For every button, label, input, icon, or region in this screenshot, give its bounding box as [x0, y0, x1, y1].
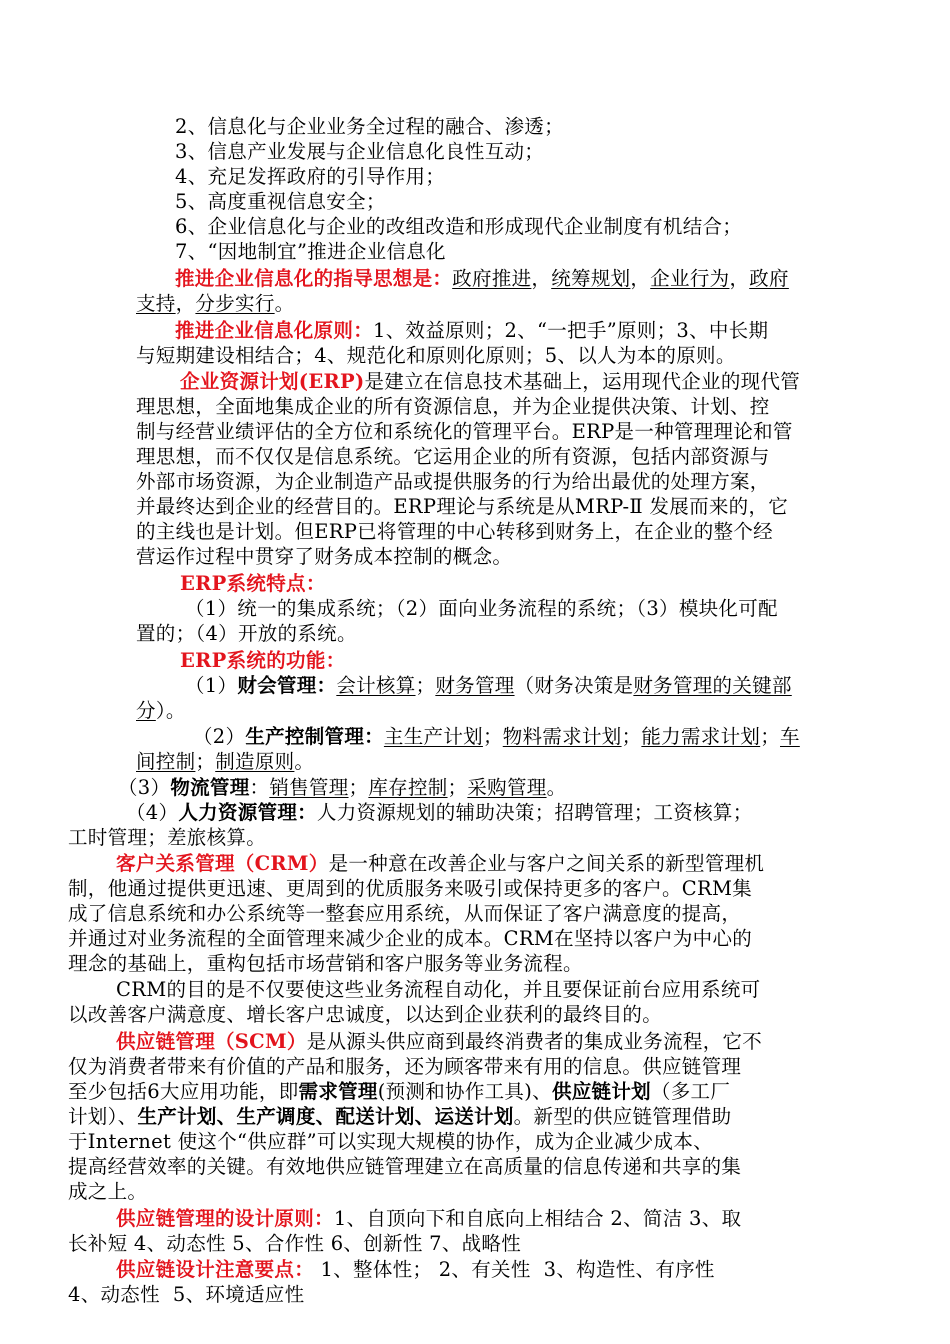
erp-line-7: 的主线也是计划。但ERP已将管理的中心转移到财务上，在企业的整个经: [136, 520, 773, 543]
separator: ，: [729, 267, 750, 290]
guiding-title: 推进企业信息化的指导思想是：: [175, 267, 453, 290]
guiding-item: 政府: [749, 267, 789, 290]
crm-goal-line-2: 以改善客户满意度、增长客户忠诚度，以达到企业获利的最终目的。: [68, 1003, 663, 1026]
separator: ，: [630, 267, 651, 290]
item-number: （1）: [185, 674, 238, 697]
function-item: 财务管理的关键部: [633, 674, 792, 697]
erp-line-1: [180, 369, 800, 394]
scm-text: 至少包括6大应用功能，即: [68, 1080, 299, 1103]
scm-title: 供应链管理（SCM）: [116, 1030, 307, 1053]
crm-line-5: 理念的基础上，重构包括市场营销和客户服务等业务流程。: [68, 952, 583, 975]
erp-features-line-2: 置的；（4）开放的系统。: [136, 622, 357, 645]
function-item: 销售管理: [269, 776, 349, 799]
erp-line-2: 理思想，全面地集成企业的所有资源信息，并为企业提供决策、计划、控: [136, 395, 770, 418]
erp-line-6: 并最终达到企业的经营目的。ERP理论与系统是从MRP-Ⅱ 发展而来的，它: [136, 495, 789, 518]
principles-line-2: 与短期建设相结合；4、规范化和原则化原则；5、以人为本的原则。: [136, 344, 736, 367]
separator: ；: [415, 674, 436, 697]
function-2-line-2: [136, 749, 314, 774]
item-number: （2）: [193, 725, 246, 748]
guiding-item: 统筹规划: [551, 267, 631, 290]
erp-line-3: 制与经营业绩评估的全方位和系统化的管理平台。ERP是一种管理理论和管: [136, 420, 793, 443]
scm-notes-title: 供应链设计注意要点：: [116, 1258, 315, 1281]
list-item-6: 6、企业信息化与企业的改组改造和形成现代企业制度有机结合；: [175, 215, 743, 238]
item-number: （4）: [126, 801, 179, 824]
scm-design-line-2: 长补短 4、动态性 5、合作性 6、创新性 7、战略性: [68, 1232, 522, 1255]
function-item: 库存控制: [368, 776, 448, 799]
period: 。: [546, 776, 567, 799]
crm-title: 客户关系管理（CRM）: [116, 852, 329, 875]
crm-line-3: 成了信息系统和办公系统等一整套应用系统，从而保证了客户满意度的提高，: [68, 902, 742, 925]
scm-text: （多工厂: [650, 1080, 731, 1103]
scm-design-text: 1、自顶向下和自底向上相结合 2、简洁 3、取: [333, 1207, 742, 1230]
scm-line-1: [116, 1029, 762, 1054]
separator: ，: [531, 267, 552, 290]
erp-line-8: 营运作过程中贯穿了财务成本控制的概念。: [136, 545, 513, 568]
function-name: 物流管理: [170, 776, 250, 799]
scm-text: 。新型的供应链管理借助: [513, 1105, 732, 1128]
separator: ；: [195, 750, 216, 773]
function-item: 采购管理: [467, 776, 547, 799]
list-item-3: 3、信息产业发展与企业信息化良性互动；: [175, 140, 545, 163]
scm-line-2: 仅为消费者带来有价值的产品和服务，还为顾客带来有用的信息。供应链管理: [68, 1055, 742, 1078]
function-item: 制造原则: [215, 750, 295, 773]
guiding-item: 企业行为: [650, 267, 730, 290]
separator: ；: [348, 776, 369, 799]
function-text: ）。: [155, 699, 186, 722]
principles-text: 1、效益原则；2、“一把手”原则；3、中长期: [373, 319, 769, 342]
scm-line-5: 于Internet 使这个“供应群”可以实现大规模的协作，成为企业减少成本、: [68, 1130, 713, 1153]
period: 。: [294, 750, 315, 773]
function-item: 财务管理: [435, 674, 515, 697]
crm-goal-line-1: CRM的目的是不仅要使这些业务流程自动化，并且要保证前台应用系统可: [116, 978, 761, 1001]
function-item: 会计核算: [336, 674, 416, 697]
item-number: （3）: [118, 776, 171, 799]
separator: ；: [482, 725, 503, 748]
guiding-item: 支持: [136, 292, 176, 315]
crm-line-4: 并通过对业务流程的全面管理来减少企业的成本。CRM在坚持以客户为中心的: [68, 927, 753, 950]
erp-line-4: 理思想，而不仅仅是信息系统。它运用企业的所有资源，包括内部资源与: [136, 445, 770, 468]
scm-design-line-1: [116, 1206, 741, 1231]
guiding-line-2: [136, 291, 294, 316]
function-1-line-1: [185, 673, 792, 698]
function-name: 生产控制管理：: [245, 725, 384, 748]
function-name: 人力资源管理：: [178, 801, 317, 824]
list-item-2: 2、信息化与企业业务全过程的融合、渗透；: [175, 115, 564, 138]
scm-function: 生产计划、生产调度、配送计划、运送计划: [137, 1105, 514, 1128]
function-text: （财务决策是: [514, 674, 634, 697]
scm-line-6: 提高经营效率的关键。有效地供应链管理建立在高质量的信息传递和共享的集: [68, 1155, 742, 1178]
scm-line-3: [68, 1079, 730, 1104]
scm-function: 需求管理: [298, 1080, 378, 1103]
function-item: 分: [136, 699, 156, 722]
scm-notes-line-1: [116, 1257, 715, 1282]
function-item: 主生产计划: [383, 725, 483, 748]
scm-line-7: 成之上。: [68, 1180, 148, 1203]
scm-notes-line-2: 4、动态性 5、环境适应性: [68, 1283, 305, 1306]
list-item-4: 4、充足发挥政府的引导作用；: [175, 165, 446, 188]
erp-title: 企业资源计划(ERP): [180, 370, 365, 393]
function-item: 车: [780, 725, 800, 748]
erp-functions-title: ERP系统的功能：: [180, 649, 346, 672]
guiding-item: 政府推进: [452, 267, 532, 290]
guiding-item: 分步实行: [195, 292, 275, 315]
separator: ；: [760, 725, 780, 748]
principles-title: 推进企业信息化原则：: [175, 319, 374, 342]
erp-features-title: ERP系统特点：: [180, 572, 326, 595]
separator: ；: [447, 776, 468, 799]
crm-line-2: 制，他通过提供更迅速、更周到的优质服务来吸引或保持更多的客户。CRM集: [68, 877, 753, 900]
separator: ；: [621, 725, 642, 748]
scm-notes-text: 1、整体性； 2、有关性 3、构造性、有序性: [314, 1258, 715, 1281]
erp-features-line-1: （1）统一的集成系统；（2）面向业务流程的系统；（3）模块化可配: [185, 597, 778, 620]
scm-function: 供应链计划: [551, 1080, 651, 1103]
function-item: 能力需求计划: [641, 725, 761, 748]
erp-text: 是建立在信息技术基础上，运用现代企业的现代管: [364, 370, 801, 393]
separator: ：: [249, 776, 270, 799]
function-item: 物料需求计划: [502, 725, 622, 748]
scm-line-4: [68, 1104, 731, 1129]
function-4-line-2: 工时管理；差旅核算。: [68, 826, 267, 849]
erp-line-5: 外部市场资源，为企业制造产品或提供服务的行为给出最优的处理方案，: [136, 470, 770, 493]
scm-text: (预测和协作工具)、: [377, 1080, 552, 1103]
scm-text: 计划）、: [68, 1105, 138, 1128]
guiding-line-1: [175, 266, 789, 291]
function-2-line-1: [193, 724, 800, 749]
list-item-5: 5、高度重视信息安全；: [175, 190, 386, 213]
function-item: 间控制: [136, 750, 196, 773]
function-text: 人力资源规划的辅助决策；招聘管理；工资核算；: [316, 801, 753, 824]
function-4-line-1: [126, 800, 753, 825]
function-3-line: [118, 775, 566, 800]
scm-design-title: 供应链管理的设计原则：: [116, 1207, 334, 1230]
separator: ，: [175, 292, 196, 315]
period: 。: [274, 292, 295, 315]
function-1-line-2: [136, 698, 186, 723]
list-item-7: 7、“因地制宜”推进企业信息化: [175, 240, 446, 263]
function-name: 财会管理：: [237, 674, 337, 697]
principles-line-1: [175, 318, 768, 343]
scm-text: 是从源头供应商到最终消费者的集成业务流程，它不: [306, 1030, 763, 1053]
crm-text: 是一种意在改善企业与客户之间关系的新型管理机: [328, 852, 765, 875]
crm-line-1: [116, 851, 764, 876]
